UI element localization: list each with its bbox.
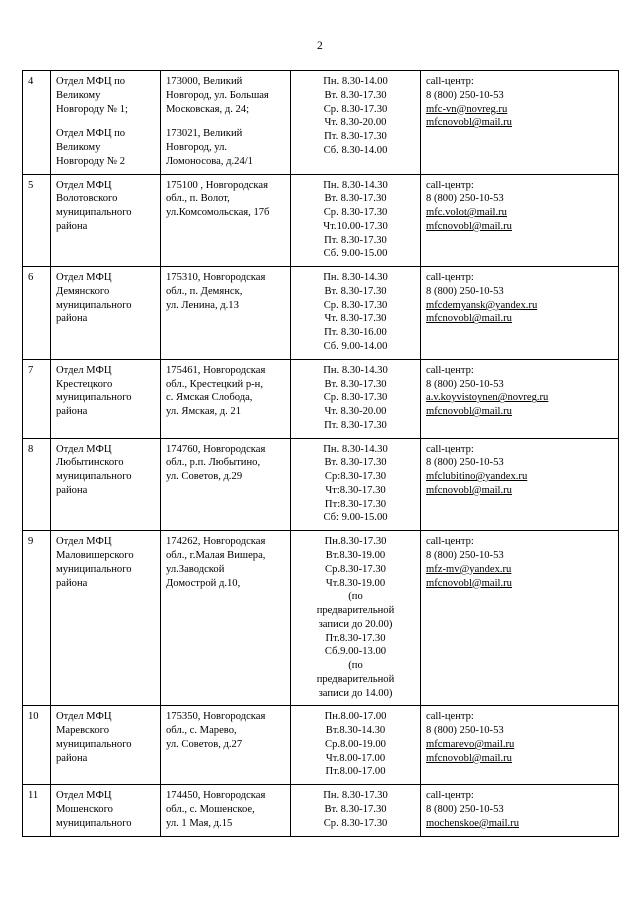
call-center-phone: 8 (800) 250-10-53 — [426, 89, 504, 101]
call-center-label: call-центр: — [426, 76, 474, 87]
call-center-label: call-центр: — [426, 536, 474, 548]
office-hours: Пн.8.30-17.30 Вт.8.30-19.00 Ср.8.30-17.30 Чт.8.30-19.00 (по предварительной записи до 20.00) Пт.8.30-17.30 Сб.9.00-13.00 (по предварительной записи до 14.00) — [291, 531, 421, 706]
office-contacts — [421, 706, 619, 785]
page-number: 2 — [317, 40, 323, 52]
office-name: Отдел МФЦ Крестецкого муниципального района — [51, 359, 161, 438]
email-link[interactable]: mfcmarevo@mail.ru — [426, 738, 515, 750]
email-link[interactable]: mfz-mv@yandex.ru — [426, 563, 512, 575]
call-center-label: call-центр: — [426, 364, 474, 376]
office-name: Отдел МФЦ Маловишерского муниципального района — [51, 531, 161, 706]
office-address: 174760, Новгородская обл., р.п. Любытино, ул. Советов, д.29 — [161, 438, 291, 531]
office-contacts — [421, 174, 619, 267]
email-link[interactable]: mfcnovobl@mail.ru — [426, 484, 512, 496]
email-link[interactable]: mfc-vn@novreg.ru — [426, 103, 508, 115]
email-link[interactable]: mfcdemyansk@yandex.ru — [426, 299, 538, 311]
office-contacts — [421, 438, 619, 531]
call-center-label: call-центр: — [426, 179, 474, 191]
office-address: 175461, Новгородская обл., Крестецкий р-н, с. Ямская Слобода, ул. Ямская, д. 21 — [161, 359, 291, 438]
office-address: 175350, Новгородская обл., с. Марево, ул. Советов, д.27 — [161, 706, 291, 785]
table-row — [23, 531, 619, 706]
office-contacts — [421, 267, 619, 360]
table-row — [23, 706, 619, 785]
office-hours: Пн. 8.30-17.30 Вт. 8.30-17.30 Ср. 8.30-17.30 — [291, 785, 421, 836]
email-link[interactable]: mfcnovobl@mail.ru — [426, 313, 512, 325]
table-body — [23, 71, 619, 837]
row-number: 5 — [23, 174, 51, 267]
call-center-phone: 8 (800) 250-10-53 — [426, 193, 504, 205]
table-row — [23, 174, 619, 267]
call-center-label: call-центр: — [426, 272, 474, 284]
office-address: 174450, Новгородская обл., с. Мошенское, ул. 1 Мая, д.15 — [161, 785, 291, 836]
mfc-offices-table — [22, 70, 619, 837]
office-name: Отдел МФЦ Мошенского муниципального — [51, 785, 161, 836]
call-center-phone: 8 (800) 250-10-53 — [426, 285, 504, 297]
office-hours: Пн. 8.30-14.30 Вт. 8.30-17.30 Ср. 8.30-17.30 Чт.10.00-17.30 Пт. 8.30-17.30 Сб. 9.00-15.00 — [291, 174, 421, 267]
office-name: Отдел МФЦ Демянского муниципального района — [51, 267, 161, 360]
email-link[interactable]: a.v.koyvistoynen@novreg.ru — [426, 392, 549, 404]
table-row — [23, 785, 619, 836]
table-row — [23, 438, 619, 531]
call-center-phone: 8 (800) 250-10-53 — [426, 549, 504, 561]
office-name: Отдел МФЦ по Великому Новгороду № 1; Отдел МФЦ по Великому Новгороду № 2 — [51, 71, 161, 175]
row-number: 11 — [23, 785, 51, 836]
office-contacts — [421, 531, 619, 706]
email-link[interactable]: mfcnovobl@mail.ru — [426, 406, 512, 418]
office-contacts — [421, 359, 619, 438]
table-row — [23, 71, 619, 175]
email-link[interactable]: mfc.volot@mail.ru — [426, 207, 507, 219]
call-center-phone: 8 (800) 250-10-53 — [426, 378, 504, 390]
call-center-phone: 8 (800) 250-10-53 — [426, 803, 504, 815]
email-link[interactable]: mfcnovobl@mail.ru — [426, 117, 512, 129]
row-number: 6 — [23, 267, 51, 360]
email-link[interactable]: mochenskoe@mail.ru — [426, 817, 520, 829]
office-address: 174262, Новгородская обл., г.Малая Вишера, ул.Заводской Домострой д.10, — [161, 531, 291, 706]
office-hours: Пн.8.00-17.00 Вт.8.30-14.30 Ср.8.00-19.00 Чт.8.00-17.00 Пт.8.00-17.00 — [291, 706, 421, 785]
call-center-phone: 8 (800) 250-10-53 — [426, 457, 504, 469]
office-name: Отдел МФЦ Волотовского муниципального района — [51, 174, 161, 267]
email-link[interactable]: mfcnovobl@mail.ru — [426, 577, 512, 589]
call-center-label: call-центр: — [426, 790, 474, 802]
office-address: 175100 , Новгородская обл., п. Волот, ул.Комсомольская, 17б — [161, 174, 291, 267]
row-number: 7 — [23, 359, 51, 438]
office-name: Отдел МФЦ Маревского муниципального района — [51, 706, 161, 785]
office-hours: Пн. 8.30-14.30 Вт. 8.30-17.30 Ср:8.30-17.30 Чт:8.30-17.30 Пт:8.30-17.30 Сб: 9.00-15.00 — [291, 438, 421, 531]
table-row — [23, 267, 619, 360]
email-link[interactable]: mfclubitino@yandex.ru — [426, 471, 528, 483]
call-center-label: call-центр: — [426, 711, 474, 723]
office-hours: Пн. 8.30-14.00 Вт. 8.30-17.30 Ср. 8.30-17.30 Чт. 8.30-20.00 Пт. 8.30-17.30 Сб. 8.30-14.00 — [291, 71, 421, 175]
email-link[interactable]: mfcnovobl@mail.ru — [426, 752, 512, 764]
email-link[interactable]: mfcnovobl@mail.ru — [426, 220, 512, 232]
row-number: 10 — [23, 706, 51, 785]
office-name: Отдел МФЦ Любытинского муниципального района — [51, 438, 161, 531]
call-center-phone: 8 (800) 250-10-53 — [426, 725, 504, 737]
row-number: 8 — [23, 438, 51, 531]
table-row — [23, 359, 619, 438]
office-hours: Пн. 8.30-14.30 Вт. 8.30-17.30 Ср. 8.30-17.30 Чт. 8.30-17.30 Пт. 8.30-16.00 Сб. 9.00-14.00 — [291, 267, 421, 360]
office-contacts — [421, 785, 619, 836]
row-number: 4 — [23, 71, 51, 175]
office-contacts — [421, 71, 619, 175]
office-address: 173000, Великий Новгород, ул. Большая Московская, д. 24; 173021, Великий Новгород, ул. Ломоносова, д.24/1 — [161, 71, 291, 175]
office-hours: Пн. 8.30-14.30 Вт. 8.30-17.30 Ср. 8.30-17.30 Чт. 8.30-20.00 Пт. 8.30-17.30 — [291, 359, 421, 438]
page-bottom-cutoff — [0, 889, 640, 905]
row-number: 9 — [23, 531, 51, 706]
office-address: 175310, Новгородская обл., п. Демянск, ул. Ленина, д.13 — [161, 267, 291, 360]
call-center-label: call-центр: — [426, 443, 474, 455]
